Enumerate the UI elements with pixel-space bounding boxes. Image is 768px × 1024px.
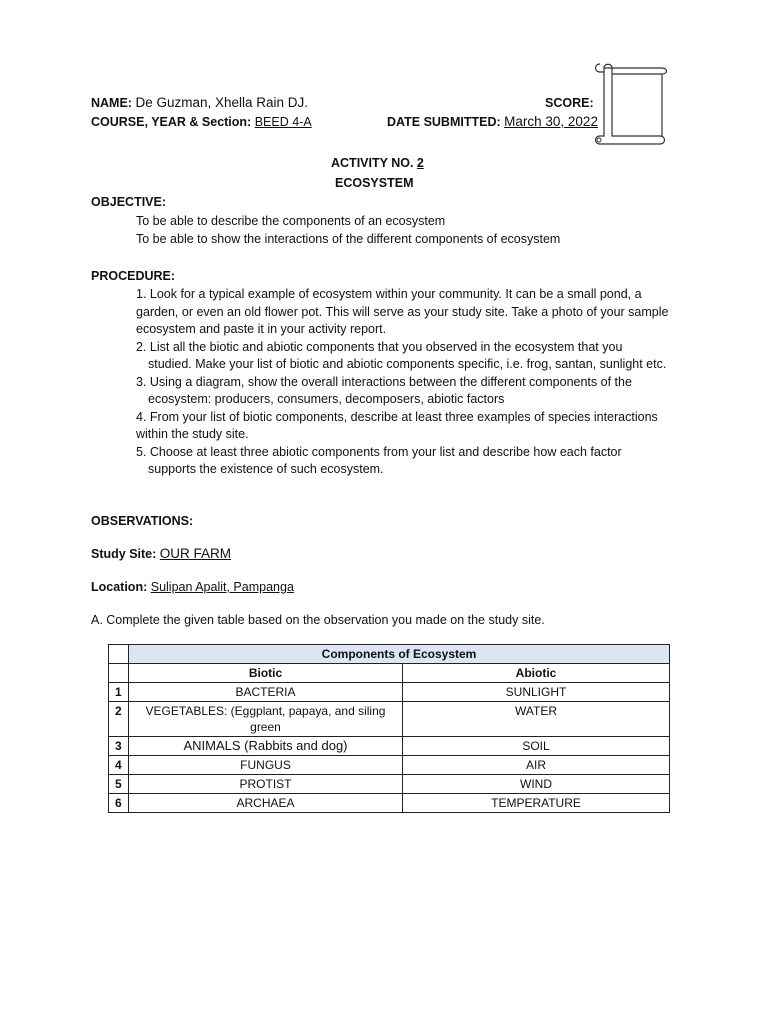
column-header-abiotic: Abiotic bbox=[403, 664, 670, 683]
course-value: BEED 4-A bbox=[254, 115, 312, 129]
objective-line: To be able to show the interactions of the different components of ecosystem bbox=[136, 232, 561, 246]
table-corner-cell bbox=[109, 664, 129, 683]
column-header-biotic: Biotic bbox=[129, 664, 403, 683]
table-row bbox=[109, 794, 670, 813]
table-row bbox=[109, 756, 670, 775]
course-line bbox=[91, 113, 312, 131]
location-value: Sulipan Apalit, Pampanga bbox=[150, 580, 294, 594]
table-title-row bbox=[109, 645, 670, 664]
abiotic-cell: TEMPERATURE bbox=[403, 794, 670, 813]
date-line bbox=[387, 113, 598, 131]
row-number: 3 bbox=[109, 737, 129, 756]
procedure-line: 1. Look for a typical example of ecosystem within your community. It can be a small pond, a bbox=[136, 287, 642, 301]
name-line bbox=[91, 94, 308, 112]
procedure-line: supports the existence of such ecosystem. bbox=[148, 462, 384, 476]
location-label: Location: bbox=[91, 580, 148, 594]
procedure-heading: PROCEDURE: bbox=[91, 269, 176, 283]
row-number: 1 bbox=[109, 683, 129, 702]
row-number: 5 bbox=[109, 775, 129, 794]
study-site-label: Study Site: bbox=[91, 547, 157, 561]
ecosystem-table bbox=[108, 644, 670, 813]
abiotic-cell: WATER bbox=[403, 702, 670, 737]
activity-topic: ECOSYSTEM bbox=[335, 176, 414, 190]
study-site-value: OUR FARM bbox=[159, 546, 232, 561]
course-label: COURSE, YEAR & Section: bbox=[91, 115, 252, 129]
abiotic-cell: SUNLIGHT bbox=[403, 683, 670, 702]
score-label: SCORE: bbox=[545, 96, 594, 110]
row-number: 4 bbox=[109, 756, 129, 775]
table-corner-cell bbox=[109, 645, 129, 664]
procedure-line: garden, or even an old flower pot. This will serve as your study site. Take a photo of your sample bbox=[136, 304, 669, 319]
name-value: De Guzman, Xhella Rain DJ. bbox=[135, 95, 309, 110]
biotic-cell: FUNGUS bbox=[129, 756, 403, 775]
biotic-cell: ARCHAEA bbox=[129, 794, 403, 813]
name-label: NAME: bbox=[91, 96, 132, 110]
observations-heading: OBSERVATIONS: bbox=[91, 514, 194, 528]
activity-line bbox=[331, 154, 424, 172]
procedure-list bbox=[136, 286, 696, 479]
objective-heading: OBJECTIVE: bbox=[91, 195, 167, 209]
procedure-line: 5. Choose at least three abiotic components from your list and describe how each factor bbox=[136, 444, 622, 459]
procedure-line: ecosystem and paste it in your activity report. bbox=[136, 322, 387, 336]
table-title: Components of Ecosystem bbox=[129, 645, 670, 664]
activity-number: 2 bbox=[416, 156, 424, 170]
objective-line: To be able to describe the components of an ecosystem bbox=[136, 214, 446, 228]
biotic-cell: BACTERIA bbox=[129, 683, 403, 702]
procedure-line: ecosystem: producers, consumers, decomposers, abiotic factors bbox=[148, 392, 505, 406]
table-row bbox=[109, 683, 670, 702]
date-value: March 30, 2022 bbox=[504, 114, 598, 129]
biotic-cell: ANIMALS (Rabbits and dog) bbox=[129, 737, 403, 756]
abiotic-cell: WIND bbox=[403, 775, 670, 794]
procedure-line: 3. Using a diagram, show the overall interactions between the different components of the bbox=[136, 374, 632, 389]
table-row bbox=[109, 737, 670, 756]
abiotic-cell: SOIL bbox=[403, 737, 670, 756]
row-number: 2 bbox=[109, 702, 129, 737]
procedure-line: within the study site. bbox=[136, 427, 249, 441]
table-row bbox=[109, 702, 670, 737]
location-line bbox=[91, 578, 294, 596]
row-number: 6 bbox=[109, 794, 129, 813]
biotic-cell: VEGETABLES: (Eggplant, papaya, and siling green bbox=[129, 702, 403, 737]
procedure-line: studied. Make your list of biotic and abiotic components specific, i.e. frog, santan, sunlight etc. bbox=[148, 357, 667, 371]
table-header-row bbox=[109, 664, 670, 683]
procedure-line: 4. From your list of biotic components, describe at least three examples of species interactions bbox=[136, 409, 658, 424]
procedure-line: 2. List all the biotic and abiotic components that you observed in the ecosystem that you bbox=[136, 339, 623, 354]
abiotic-cell: AIR bbox=[403, 756, 670, 775]
table-instruction: A. Complete the given table based on the observation you made on the study site. bbox=[91, 613, 545, 627]
activity-label: ACTIVITY NO. bbox=[331, 156, 414, 170]
table-row bbox=[109, 775, 670, 794]
study-site-line bbox=[91, 545, 231, 563]
biotic-cell: PROTIST bbox=[129, 775, 403, 794]
scroll-icon bbox=[590, 60, 670, 146]
date-label: DATE SUBMITTED: bbox=[387, 115, 501, 129]
